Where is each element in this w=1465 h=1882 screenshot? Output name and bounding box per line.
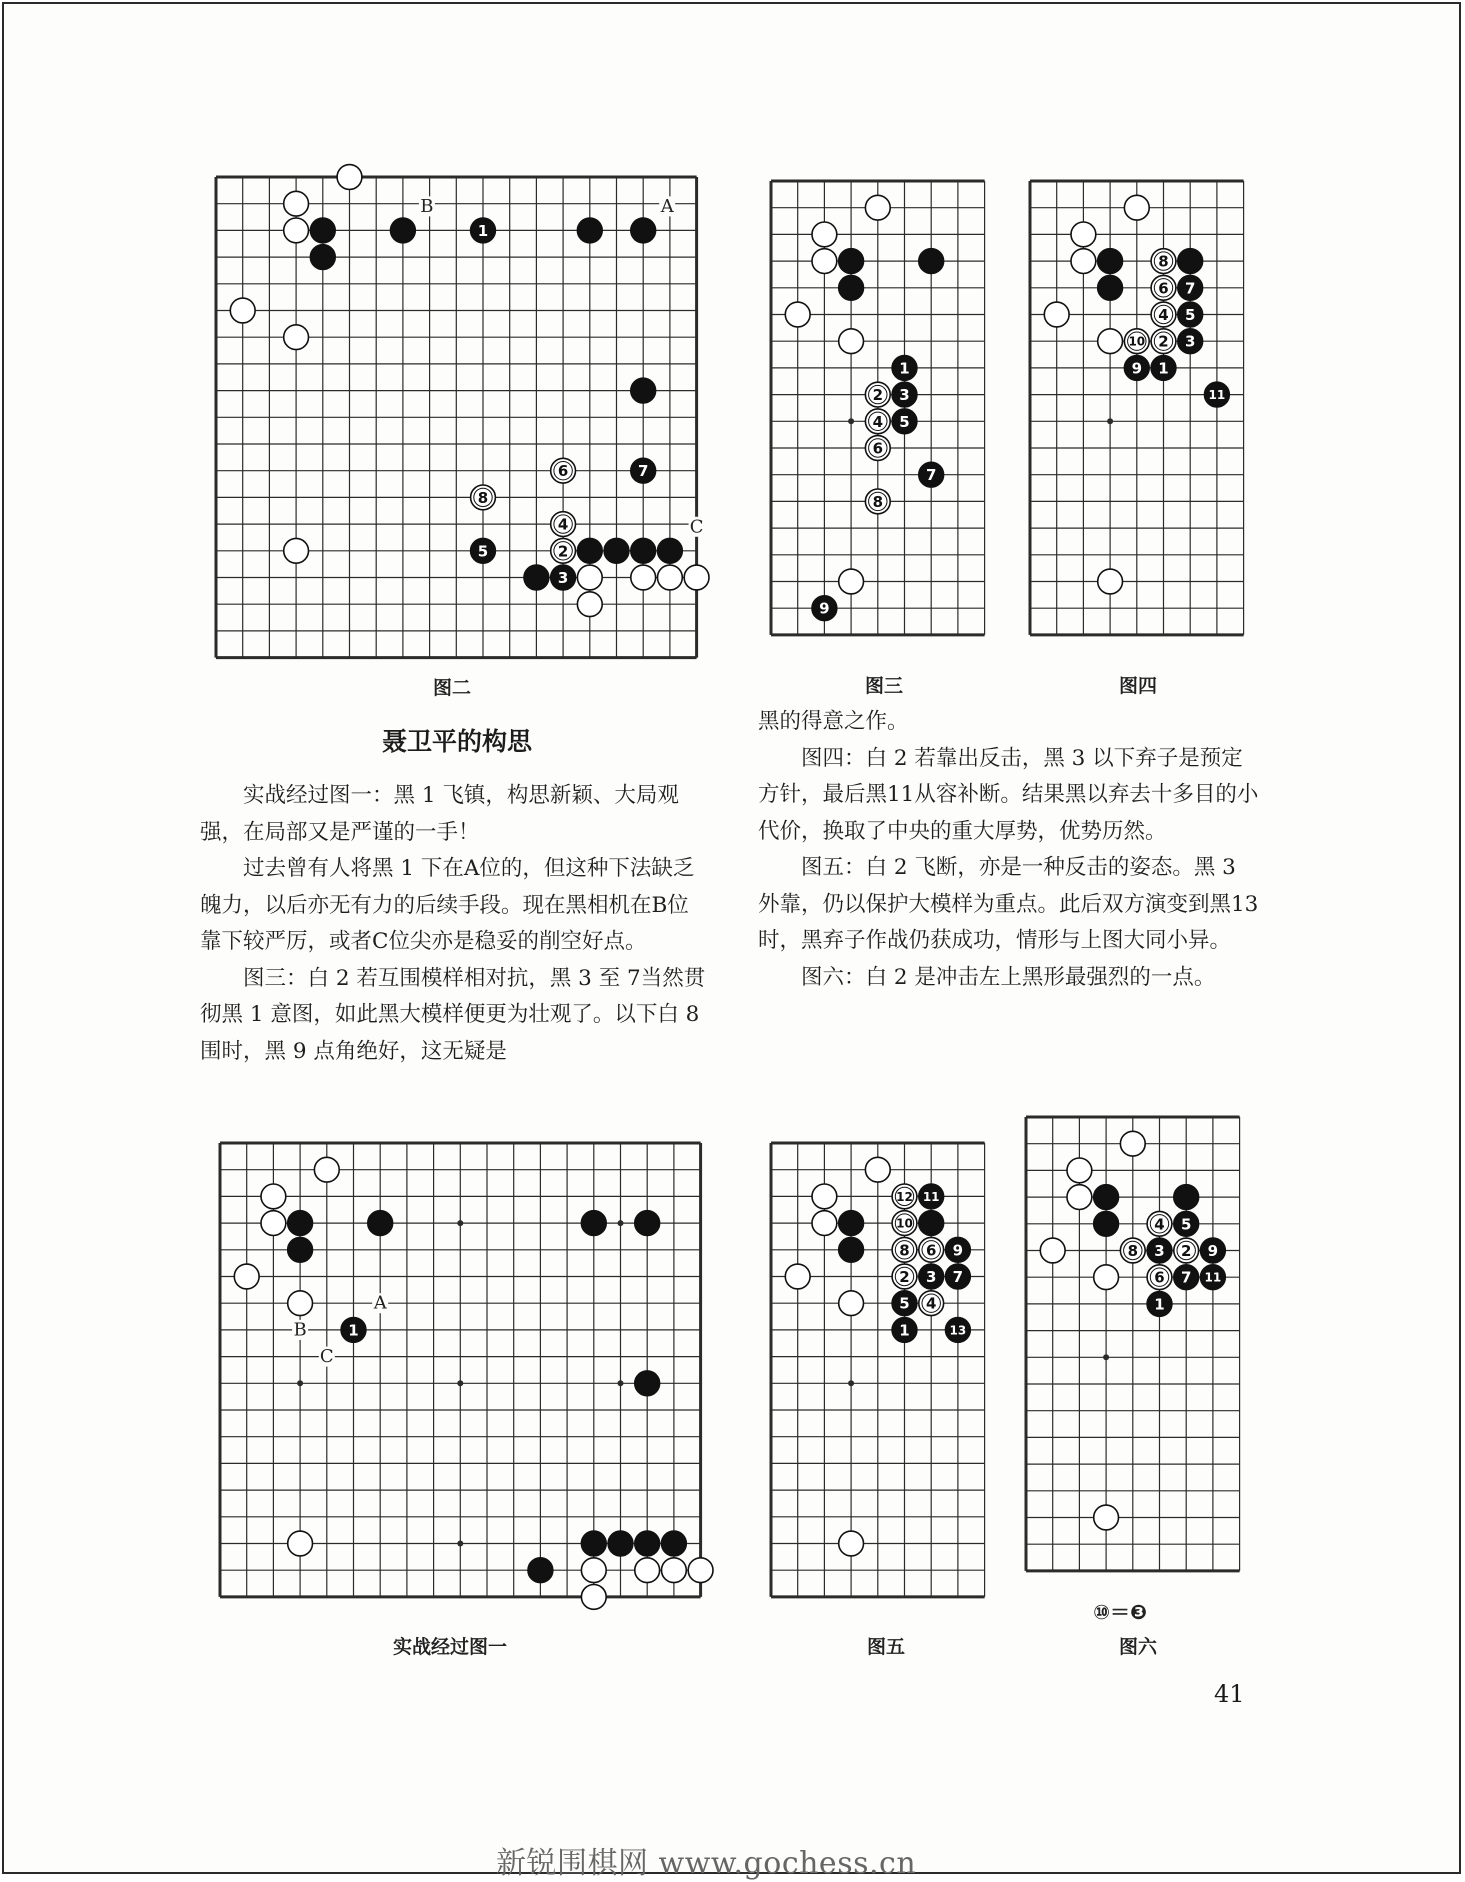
caption-fig5: 图五 [866,1636,905,1658]
board-svg [1014,165,1260,651]
black-stone [1178,249,1203,274]
move-number: 11 [1204,1270,1222,1285]
move-number: 6 [1158,279,1169,298]
white-stone [839,1291,864,1316]
hoshi-point [848,1380,854,1386]
move-number: 4 [872,412,884,431]
move-number: 1 [348,1321,359,1340]
move-number: 5 [899,412,910,431]
black-stone [1174,1185,1199,1210]
white-stone [631,565,656,590]
black-stone [919,1211,944,1236]
move-number: 6 [925,1241,937,1260]
paragraph: 黑的得意之作。 [758,709,909,734]
white-stone [1040,1238,1065,1263]
move-number: 8 [899,1241,910,1260]
move-number: 4 [1154,1215,1165,1234]
white-stone [657,565,682,590]
move-number: 3 [1184,332,1196,351]
hoshi-point [297,1380,303,1386]
move-number: 3 [925,1267,937,1286]
white-stone [661,1558,686,1583]
black-stone [839,249,864,274]
move-number: 7 [1180,1268,1192,1287]
white-stone [688,1558,713,1583]
move-number: 4 [557,515,569,534]
white-stone [1124,195,1149,220]
white-stone [1067,1185,1092,1210]
black-stone [310,218,335,243]
move-number: 2 [899,1267,910,1286]
white-stone [288,1291,313,1316]
black-stone [1094,1185,1119,1210]
point-mark: B [420,195,434,217]
white-stone [839,569,864,594]
black-stone [528,1558,553,1583]
point-mark: C [689,516,704,538]
black-stone [288,1211,313,1236]
black-stone [288,1237,313,1262]
grid-lines [771,181,985,635]
move-number: 3 [899,386,910,405]
caption-fig1: 实战经过图一 [392,1636,507,1658]
move-number: 1 [899,359,910,378]
grid-lines [216,177,697,658]
white-stone [337,165,362,190]
fig6-note: ⑩＝❸ [1093,1600,1147,1624]
white-stone [1094,1505,1119,1530]
move-number: 2 [872,386,884,405]
move-number: 10 [1128,334,1146,349]
board-svg [200,161,713,674]
white-stone [812,1211,837,1236]
black-stone [1094,1211,1119,1236]
white-stone [812,1184,837,1209]
move-number: 1 [1154,1295,1165,1314]
white-stone [284,538,309,563]
black-stone [581,1531,606,1556]
paragraph: 图四：白 2 若靠出反击，黑 3 以下弃子是预定方针，最后黑11从容补断。结果黑以弃去十多目的小代价，换取了中央的重大厚势，优势历然。 [758,745,1259,844]
point-mark: B [293,1319,307,1341]
white-stone [684,565,709,590]
move-number: 7 [637,462,649,481]
hoshi-point [1103,1354,1109,1360]
black-stone [839,1237,864,1262]
move-number: 3 [557,568,569,587]
black-stone [390,218,415,243]
move-number: 10 [896,1216,913,1231]
hoshi-point [1107,418,1113,424]
white-stone [230,298,255,323]
grid-lines [771,1143,985,1597]
page-number: 41 [1214,1680,1245,1708]
move-number: 11 [922,1189,940,1204]
white-stone [261,1184,286,1209]
point-mark: A [373,1292,387,1314]
board-svg [204,1127,717,1613]
white-stone [284,191,309,216]
black-stone [577,538,602,563]
black-stone [635,1531,660,1556]
left-text-column [200,778,710,1070]
move-number: 8 [477,488,489,507]
black-stone [1098,275,1123,300]
move-number: 7 [952,1267,964,1286]
move-number: 9 [1207,1241,1219,1260]
black-stone [631,378,656,403]
white-stone [865,195,890,220]
move-number: 5 [1180,1215,1192,1234]
white-stone [635,1558,660,1583]
move-number: 8 [872,492,884,511]
move-number: 5 [477,542,489,561]
white-stone [234,1264,259,1289]
white-stone [581,1584,606,1609]
black-stone [657,538,682,563]
hoshi-point [457,1380,463,1386]
paragraph: 实战经过图一：黑 1 飞镇，构思新颖、大局观强，在局部又是严谨的一手！ [200,783,679,845]
white-stone [1071,249,1096,274]
black-stone [631,538,656,563]
caption-fig2: 图二 [432,677,471,699]
white-stone [812,222,837,247]
white-stone [865,1157,890,1182]
grid-lines [1030,181,1244,635]
move-number: 7 [1184,279,1196,298]
black-stone [839,275,864,300]
black-stone [310,245,335,270]
move-number: 11 [1208,388,1226,403]
move-number: 6 [557,462,569,481]
white-stone [314,1157,339,1182]
right-text-column [758,704,1264,996]
watermark: 新锐围棋网 www.gochess.cn [496,1846,917,1881]
black-stone [631,218,656,243]
black-stone [635,1211,660,1236]
move-number: 8 [1158,252,1169,271]
white-stone [812,249,837,274]
move-number: 1 [899,1321,910,1340]
board-svg [755,165,1001,651]
move-number: 12 [896,1189,913,1204]
black-stone [524,565,549,590]
grid-lines [1026,1117,1240,1571]
move-number: 4 [925,1294,937,1313]
board-svg [755,1127,1001,1613]
black-stone [1098,249,1123,274]
move-number: 9 [819,599,830,618]
move-number: 4 [1158,305,1169,324]
move-number: 1 [477,221,489,240]
move-number: 2 [557,542,569,561]
paragraph: 图五：白 2 飞断，亦是一种反击的姿态。黑 3 外靠，仍以保护大模样为重点。此后双方演变到黑13时，黑弃子作战仍获成功，情形与上图大同小异。 [758,855,1259,953]
white-stone [1120,1131,1145,1156]
hoshi-point [617,1380,623,1386]
white-stone [581,1558,606,1583]
white-stone [785,1264,810,1289]
move-number: 7 [925,466,937,485]
caption-fig4: 图四 [1118,675,1157,697]
move-number: 3 [1154,1241,1165,1260]
white-stone [284,325,309,350]
white-stone [1094,1265,1119,1290]
hoshi-point [617,1220,623,1226]
caption-fig6: 图六 [1118,1636,1157,1658]
hoshi-point [457,1220,463,1226]
move-number: 1 [1158,359,1169,378]
white-stone [839,329,864,354]
move-number: 6 [872,439,884,458]
white-stone [261,1211,286,1236]
white-stone [1098,569,1123,594]
move-number: 9 [1131,359,1143,378]
white-stone [785,302,810,327]
grid-lines [220,1143,701,1597]
paragraph: 图六：白 2 是冲击左上黑形最强烈的一点。 [801,964,1216,990]
white-stone [284,218,309,243]
hoshi-point [457,1540,463,1546]
black-stone [604,538,629,563]
board-svg [1010,1101,1256,1587]
white-stone [1044,302,1069,327]
white-stone [577,565,602,590]
move-number: 9 [952,1241,964,1260]
black-stone [635,1371,660,1396]
black-stone [577,218,602,243]
black-stone [368,1211,393,1236]
point-mark: C [319,1346,334,1368]
white-stone [1098,329,1123,354]
move-number: 2 [1180,1241,1192,1260]
black-stone [661,1531,686,1556]
white-stone [288,1531,313,1556]
move-number: 6 [1154,1268,1165,1287]
hoshi-point [848,418,854,424]
black-stone [608,1531,633,1556]
move-number: 5 [1184,305,1196,324]
black-stone [839,1211,864,1236]
black-stone [581,1211,606,1236]
section-title: 聂卫平的构思 [382,727,533,756]
white-stone [1067,1158,1092,1183]
move-number: 13 [949,1323,967,1338]
white-stone [839,1531,864,1556]
move-number: 8 [1127,1241,1139,1260]
paragraph: 图三：白 2 若互围模样相对抗，黑 3 至 7当然贯彻黑 1 意图，如此黑大模样便更为壮观了。以下白 8 围时，黑 9 点角绝好，这无疑是 [200,965,706,1064]
point-mark: A [660,195,674,217]
white-stone [577,592,602,617]
white-stone [1071,222,1096,247]
black-stone [919,249,944,274]
paragraph: 过去曾有人将黑 1 下在A位的，但这种下法缺乏魄力，以后亦无有力的后续手段。现在黑相机在B位靠下较严厉，或者C位尖亦是稳妥的削空好点。 [200,856,695,954]
move-number: 5 [899,1294,910,1313]
caption-fig3: 图三 [864,675,903,697]
move-number: 2 [1158,332,1169,351]
